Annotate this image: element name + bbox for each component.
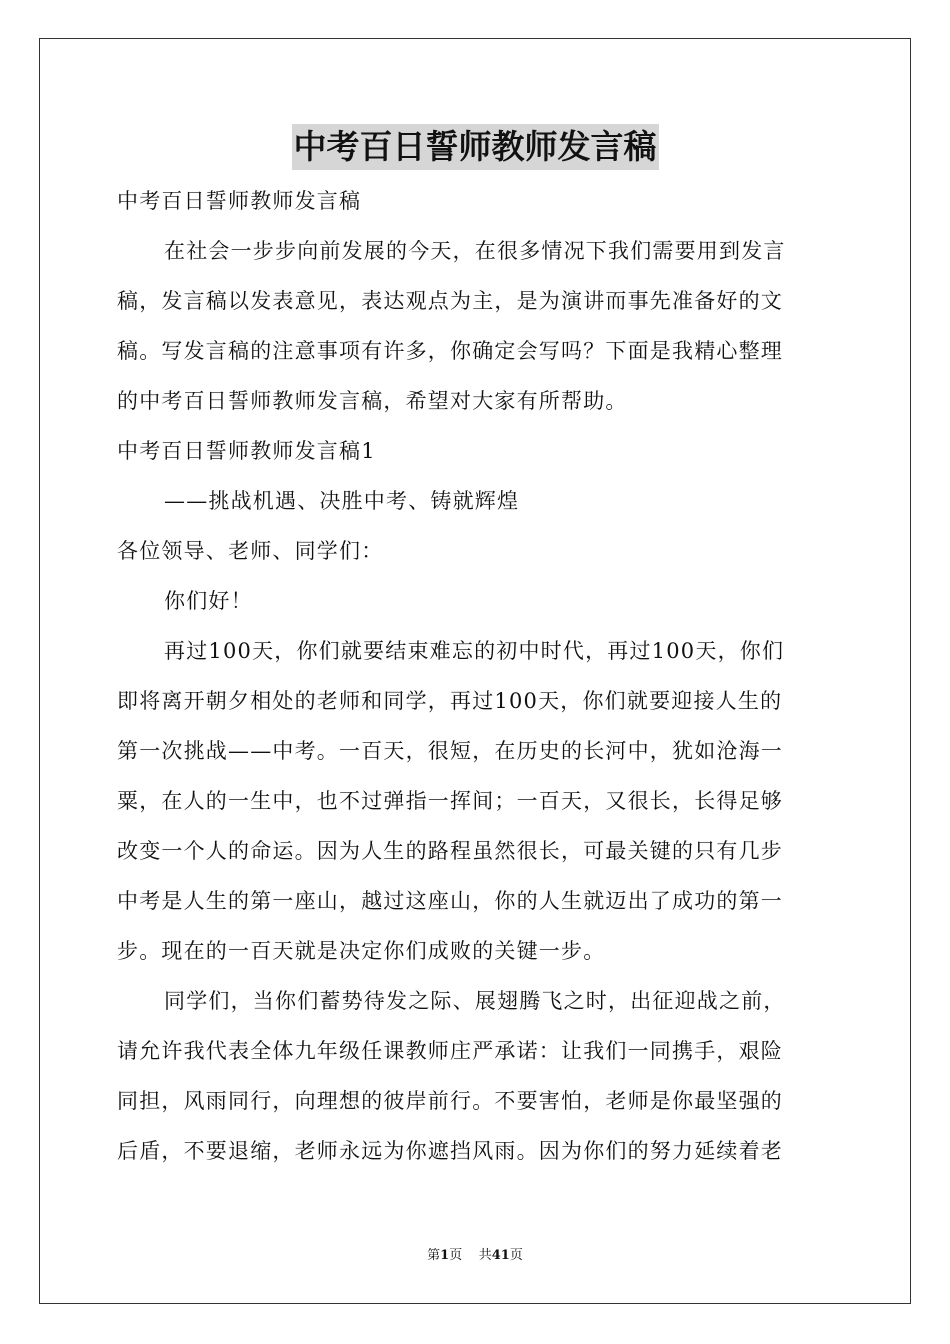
text-line: 后盾，不要退缩，老师永远为你遮挡风雨。因为你们的努力延续着老 [117,1139,783,1163]
text-line: 步。现在的一百天就是决定你们成败的关键一步。 [117,939,606,963]
text-line: 各位领导、老师、同学们： [117,539,384,563]
text-line: 改变一个人的命运。因为人生的路程虽然很长，可最关键的只有几步 [117,839,783,863]
text-line: 中考百日誓师教师发言稿 [117,189,362,213]
document-title: 中考百日誓师教师发言稿 [292,124,659,170]
text-line: 的中考百日誓师教师发言稿，希望对大家有所帮助。 [117,389,628,413]
page-number: 1 [440,1248,450,1263]
text-line: 稿。写发言稿的注意事项有许多，你确定会写吗？下面是我精心整理 [117,339,783,363]
text-line: 在社会一步步向前发展的今天，在很多情况下我们需要用到发言 [164,239,786,263]
title-wrap [0,124,950,170]
text-line: 请允许我代表全体九年级任课教师庄严承诺：让我们一同携手，艰险 [117,1039,783,1063]
total-prefix: 共 [478,1248,492,1263]
total-suffix: 页 [509,1248,523,1263]
page-prefix: 第 [427,1248,441,1263]
text-line: 第一次挑战——中考。一百天，很短，在历史的长河中，犹如沧海一 [117,739,783,763]
text-line: 粟，在人的一生中，也不过弹指一挥间；一百天，又很长，长得足够 [117,789,783,813]
text-line: 再过100天，你们就要结束难忘的初中时代，再过100天，你们 [164,639,785,663]
text-line: 中考是人生的第一座山，越过这座山，你的人生就迈出了成功的第一 [117,889,783,913]
text-line: 稿，发言稿以发表意见，表达观点为主，是为演讲而事先准备好的文 [117,289,783,313]
text-line: 同学们，当你们蓄势待发之际、展翅腾飞之时，出征迎战之前， [164,989,786,1013]
page-suffix: 页 [449,1248,463,1263]
page-footer [0,1246,950,1266]
text-line: 你们好！ [164,589,253,613]
text-line: 即将离开朝夕相处的老师和同学，再过100天，你们就要迎接人生的 [117,689,783,713]
document-body [117,176,833,1176]
text-line: ——挑战机遇、决胜中考、铸就辉煌 [164,489,520,513]
total-pages: 41 [491,1248,510,1263]
text-line: 中考百日誓师教师发言稿1 [117,439,376,463]
text-line: 同担，风雨同行，向理想的彼岸前行。不要害怕，老师是你最坚强的 [117,1089,783,1113]
